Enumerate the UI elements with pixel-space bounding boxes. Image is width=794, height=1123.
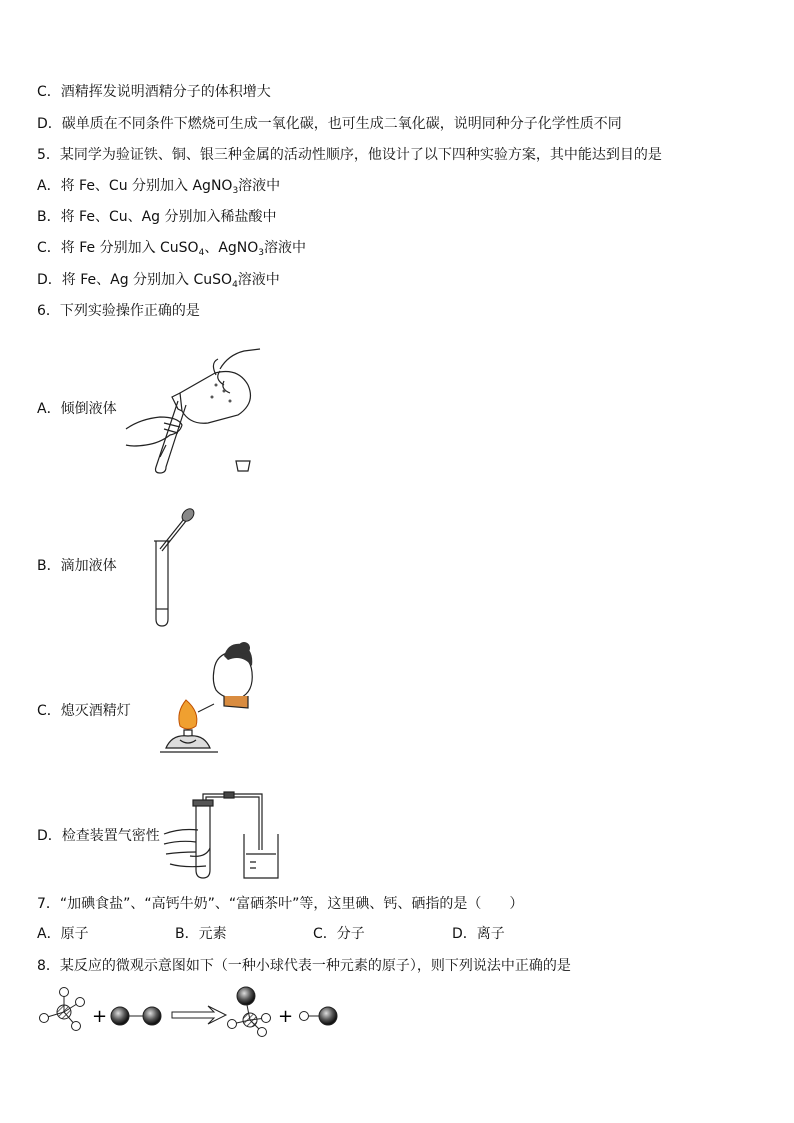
dropping-liquid-illustration: [150, 505, 200, 630]
q7-option-b: B．元素: [175, 926, 227, 942]
pouring-liquid-illustration: [120, 345, 270, 475]
q5-option-b: B．将 Fe、Cu、Ag 分别加入稀盐酸中: [37, 209, 277, 225]
plus-sign-2: +: [278, 1006, 294, 1027]
q5d-text-end: 溶液中: [237, 272, 280, 288]
q5c-subscript-1: 4: [198, 248, 205, 258]
q5a-text-end: 溶液中: [238, 178, 281, 194]
q5a-subscript: 3: [232, 186, 239, 196]
question-7: 7．“加碘食盐”、“高钙牛奶”、“富硒茶叶”等，这里碘、钙、硒指的是（ ）: [37, 896, 524, 912]
q5-option-c: [37, 239, 306, 262]
q4-option-d: D．碳单质在不同条件下燃烧可生成一氧化碳，也可生成二氧化碳，说明同种分子化学性质不同: [37, 116, 622, 132]
q5c-subscript-2: 3: [258, 248, 265, 258]
question-6: 6．下列实验操作正确的是: [37, 303, 200, 319]
q5c-text-end: 溶液中: [264, 240, 307, 256]
q5-option-d: [37, 271, 280, 294]
q6-option-c-label: C．熄灭酒精灯: [37, 703, 131, 719]
extinguishing-alcohol-lamp-illustration: [158, 640, 258, 755]
q6-option-d-label: D．检查装置气密性: [37, 828, 160, 844]
q5-option-a: [37, 177, 280, 200]
q5d-text: D．将 Fe、Ag 分别加入 CuSO: [37, 272, 233, 288]
q6-option-b-label: B．滴加液体: [37, 558, 117, 574]
q4-option-c: C．酒精挥发说明酒精分子的体积增大: [37, 84, 271, 100]
q7-option-c: C．分子: [313, 926, 365, 942]
q7-option-d: D．离子: [452, 926, 505, 942]
q6-option-a-label: A．倾倒液体: [37, 401, 117, 417]
q5d-subscript: 4: [232, 280, 238, 290]
question-5: 5．某同学为验证铁、铜、银三种金属的活动性顺序，他设计了以下四种实验方案，其中能达到目的是: [37, 147, 662, 163]
q5a-text: A．将 Fe、Cu 分别加入 AgNO: [37, 178, 233, 194]
airtightness-check-illustration: [160, 790, 285, 882]
q5c-text-mid: 、AgNO: [204, 240, 259, 256]
reaction-micro-diagram: [36, 982, 346, 1037]
q5c-text: C．将 Fe 分别加入 CuSO: [37, 240, 199, 256]
question-8: 8．某反应的微观示意图如下（一种小球代表一种元素的原子），则下列说法中正确的是: [37, 958, 571, 974]
plus-sign-1: +: [92, 1006, 108, 1027]
q7-option-a: A．原子: [37, 926, 89, 942]
